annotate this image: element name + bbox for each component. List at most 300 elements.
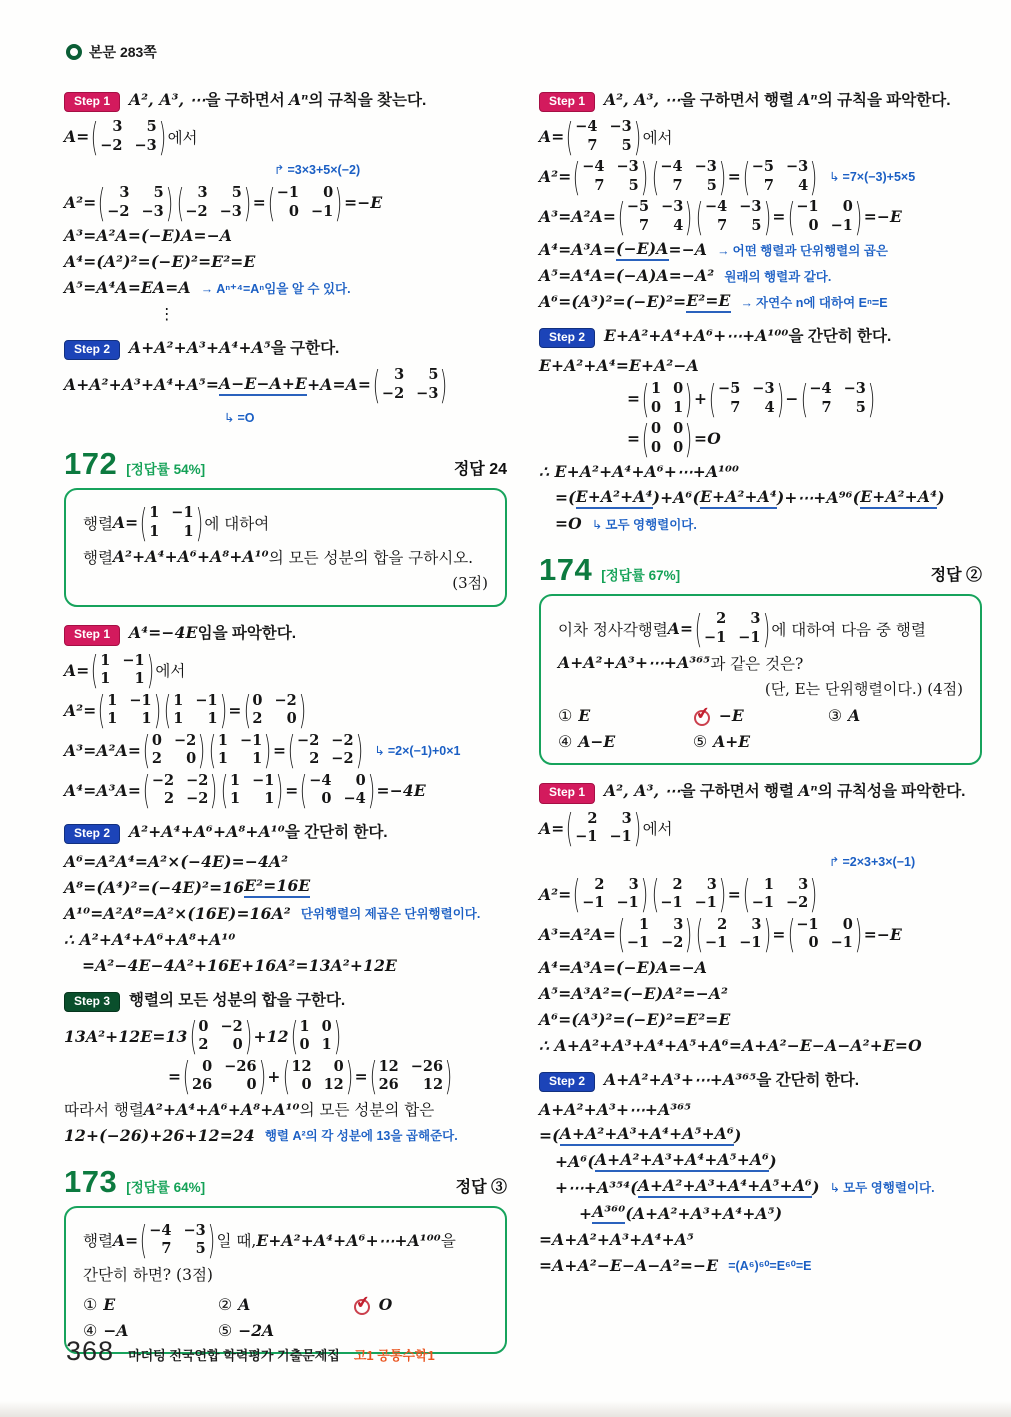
matrix: [617, 912, 693, 957]
right-column: [539, 78, 982, 1279]
math-line: [64, 849, 507, 874]
annotation-arrow-icon: ↳: [829, 1181, 841, 1196]
matrix-cell: 0: [323, 184, 334, 202]
matrix-paren-close: ): [684, 416, 693, 461]
annotation-arrow-icon: →: [200, 281, 214, 296]
annotation-arrow-icon: ↳: [374, 743, 385, 758]
matrix-grid: [573, 810, 634, 847]
matrix-paren-open: (: [617, 912, 626, 957]
choice-item: [353, 1295, 488, 1314]
problem-box: [539, 594, 982, 765]
math-line: [539, 872, 982, 917]
math-run: 13A²+12E=13: [64, 1026, 188, 1046]
annotation: =(A⁶)⁶⁰=E⁶⁰=E: [728, 1258, 812, 1273]
math-run: A⁶=A²A⁴=A²×(−4E)=−4A²: [64, 851, 289, 871]
matrix-grid: [228, 772, 276, 809]
matrix-grid: [150, 732, 198, 769]
matrix-cell: −1: [738, 628, 761, 646]
matrix-paren-close: ): [640, 154, 648, 199]
math-run: A²=: [539, 167, 572, 187]
choice-number: ④: [83, 1320, 98, 1340]
choice-item: [218, 1295, 353, 1314]
math-run: A+A²+A³+⋯+A³⁶⁵: [604, 1069, 757, 1089]
matrix-grid: [98, 652, 146, 689]
step-badge: Step 3: [64, 992, 120, 1012]
matrix-paren-open: (: [641, 376, 650, 421]
matrix-cell: −1: [129, 691, 152, 709]
matrix: [164, 688, 227, 733]
text-run: 의 규칙을 파악한다.: [817, 92, 951, 109]
math-run: A², A³, ⋯: [604, 781, 681, 801]
text-run: 간단히 하면? (3점): [83, 1266, 213, 1285]
math-run: ): [733, 1125, 742, 1145]
matrix-cell: 4: [673, 216, 684, 234]
math-run: A+A²+A³+⋯+A³⁶⁵: [558, 653, 711, 673]
problem-number: 172: [64, 446, 118, 482]
matrix-paren-open: (: [617, 194, 626, 239]
matrix-cell: −2: [100, 136, 123, 154]
matrix-cell: 1: [183, 522, 194, 540]
matrix: [742, 154, 818, 199]
step-header: [64, 336, 507, 360]
problem-note: (단, E는 단위행렬이다.) (4점): [764, 680, 963, 699]
matrix-cell: −4: [343, 790, 366, 808]
math-run: +: [694, 389, 708, 409]
matrix: [91, 114, 166, 159]
matrix-paren-open: (: [695, 912, 704, 957]
math-line: [168, 1054, 507, 1099]
matrix-cell: 0: [673, 438, 684, 456]
math-run: =O: [555, 514, 582, 534]
math-run: 12+(−26)+26+12=24: [64, 1125, 255, 1145]
problem-text-line: [558, 649, 963, 676]
matrix-cell: 5: [428, 366, 439, 384]
matrix-cell: 1: [173, 710, 184, 728]
matrix-cell: −4: [705, 198, 728, 216]
math-run: A⁴=A³A=(−E)A=−A: [539, 957, 708, 977]
matrix-cell: 1: [651, 380, 662, 398]
matrix-cell: 2: [164, 790, 175, 808]
matrix: [651, 154, 727, 199]
matrix-cell: −1: [705, 934, 728, 952]
matrix-paren-close: ): [243, 180, 252, 225]
matrix-cell: 0: [321, 1017, 332, 1035]
matrix-paren-close: ): [685, 912, 693, 957]
matrix-cell: −3: [609, 118, 632, 136]
math-run: ): [937, 488, 945, 508]
matrix-cell: 3: [673, 915, 684, 933]
matrix-paren-close: ): [165, 180, 173, 225]
matrix: [787, 194, 862, 239]
matrix-paren-close: ): [258, 1054, 266, 1099]
math-line: [539, 1253, 982, 1278]
matrix-cell: −5: [751, 158, 774, 176]
matrix-paren-open: (: [573, 872, 581, 917]
matrix-grid: [190, 1058, 259, 1095]
matrix-cell: 1: [107, 691, 118, 709]
math-run: A⁶=(A³)²=(−E)²=: [539, 292, 687, 312]
matrix-cell: 7: [587, 136, 598, 154]
problem-box: [64, 488, 507, 607]
step-header: [539, 88, 982, 112]
text-run: 행렬: [83, 548, 113, 567]
matrix-paren-open: (: [369, 1054, 377, 1099]
annotation: ↳ =O: [224, 411, 255, 426]
matrix: [243, 688, 306, 733]
matrix-cell: 1: [207, 710, 218, 728]
matrix-paren-open: (: [742, 154, 751, 199]
choice-text: A−E: [578, 732, 616, 752]
matrix: [573, 154, 648, 199]
matrix-cell: −4: [149, 1221, 172, 1239]
matrix-cell: 0: [186, 750, 197, 768]
text-run: 행렬: [83, 1232, 113, 1251]
matrix-paren-close: ): [333, 1014, 341, 1059]
matrix-grid: [196, 1018, 244, 1055]
matrix-cell: −1: [239, 731, 263, 749]
step-title: [129, 621, 296, 643]
text-run: 의 모든 성분의 합을 구하시오.: [268, 548, 474, 567]
matrix-cell: 2: [716, 610, 727, 628]
matrix-cell: 5: [153, 184, 164, 202]
matrix-cell: 26: [378, 1076, 399, 1094]
matrix-cell: −4: [309, 771, 332, 789]
step-title: [604, 324, 891, 346]
matrix-cell: −1: [310, 202, 334, 220]
step-header: [64, 820, 507, 844]
math-run: =−E: [863, 207, 903, 227]
matrix-grid: [649, 380, 685, 417]
problem-header: [64, 1164, 507, 1200]
matrix-cell: −3: [183, 1221, 206, 1239]
matrix-paren-open: (: [98, 688, 106, 733]
matrix-paren-close: ): [685, 194, 693, 239]
text-run: 에 대하여 다음 중 행렬: [771, 620, 926, 639]
math-run: A³=A²A=(−E)A=−A: [64, 226, 233, 246]
problem-header: [64, 446, 507, 482]
matrix-cell: 2: [672, 875, 683, 893]
math-run: ): [812, 1177, 820, 1197]
matrix-paren-close: ): [355, 728, 363, 773]
matrix-paren-open: (: [142, 768, 151, 813]
choice-text: O: [378, 1294, 393, 1314]
matrix-paren-open: (: [708, 376, 717, 421]
answer-rate: [정답률 64%]: [126, 1179, 206, 1195]
step-title: [604, 779, 965, 801]
left-column: [64, 78, 507, 1368]
underlined-math: (−E)A: [616, 239, 669, 261]
math-run: +⋯+A³⁵⁴(: [555, 1177, 638, 1197]
matrix-paren-close: ): [640, 872, 648, 917]
step-badge: Step 2: [64, 824, 120, 844]
matrix-paren-close: ): [633, 806, 641, 851]
math-line: [539, 1227, 982, 1252]
math-run: A=: [539, 818, 565, 838]
step-header: [64, 88, 507, 112]
matrix-paren-close: ): [334, 180, 343, 225]
matrix: [641, 376, 693, 421]
matrix: [800, 376, 876, 421]
text-run: 과 같은 것은?: [710, 654, 804, 673]
math-line: [64, 223, 507, 248]
matrix-paren-close: ): [718, 154, 727, 199]
answer-label: 정답 ③: [455, 1178, 507, 1196]
matrix: [142, 728, 206, 773]
matrix-paren-close: ): [762, 606, 770, 651]
math-run: A⁸=(A⁴)²=(−4E)²=16: [64, 877, 245, 897]
matrix-cell: −26: [224, 1057, 257, 1075]
matrix-grid: [377, 1058, 446, 1095]
matrix-cell: 0: [288, 202, 299, 220]
matrix: [695, 912, 771, 957]
math-run: =: [627, 429, 641, 449]
math-line: [539, 154, 982, 199]
matrix-cell: −1: [616, 894, 639, 912]
underlined-math: A+A²+A³+A⁴+A⁵+A⁶: [595, 1150, 769, 1172]
matrix-cell: 1: [134, 670, 145, 688]
matrix-cell: −1: [830, 216, 853, 234]
matrix-paren-open: (: [651, 872, 659, 917]
text-run: 에서: [155, 662, 186, 681]
text-run: 의 규칙을 찾는다.: [308, 92, 427, 109]
matrix-cell: −2: [274, 691, 297, 709]
math-line: [579, 1201, 982, 1226]
page-reference: [66, 42, 157, 62]
math-run: A³=A²A=: [539, 207, 617, 227]
math-line: [555, 485, 982, 510]
underlined-math: A³⁶⁰: [592, 1202, 625, 1224]
matrix-cell: −2: [220, 1017, 243, 1035]
matrix-cell: −1: [582, 894, 605, 912]
matrix-paren-open: (: [140, 1218, 148, 1263]
matrix-cell: −1: [171, 504, 194, 522]
math-run: =: [273, 740, 287, 760]
math-run: A¹⁰=A²A⁸=A²×(16E)=16A²: [64, 903, 291, 923]
choice-number: ②: [217, 1294, 233, 1314]
matrix-cell: −2: [661, 934, 684, 952]
matrix-cell: −1: [122, 651, 145, 669]
math-run: +: [267, 1066, 281, 1086]
page-reference-label: 본문 283쪽: [89, 44, 157, 60]
matrix-paren-close: ): [854, 194, 862, 239]
math-line: [64, 648, 507, 693]
math-line: [64, 1097, 507, 1122]
matrix-cell: −1: [276, 184, 299, 202]
math-run: =: [772, 207, 786, 227]
matrix-cell: −2: [185, 202, 208, 220]
annotation-arrow-icon: ↳: [224, 411, 235, 426]
matrix-grid: [703, 198, 764, 235]
matrix: [708, 376, 784, 421]
matrix-grid: [147, 1222, 208, 1259]
choice-number: ⑤: [692, 732, 708, 752]
matrix-cell: 7: [730, 398, 741, 416]
matrix: [208, 728, 272, 773]
underlined-math: A+A²+A³+A⁴+A⁵+A⁶: [638, 1176, 812, 1198]
matrix-grid: [625, 916, 686, 953]
underlined-math: E²=E: [686, 291, 730, 313]
matrix-cell: 12: [378, 1057, 399, 1075]
math-run: A+A²+A³+A⁴+A⁵=: [64, 375, 220, 395]
matrix-grid: [794, 198, 855, 235]
math-line: [64, 114, 507, 159]
math-run: A⁵=A⁴A=(−A)A=−A²: [539, 266, 715, 286]
matrix: [176, 180, 252, 225]
matrix-cell: 0: [808, 216, 819, 234]
text-run: 에서: [642, 128, 673, 147]
matrix: [566, 806, 641, 851]
matrix-cell: −2: [297, 731, 320, 749]
matrix-grid: [183, 184, 244, 221]
step-badge: Step 2: [539, 328, 595, 348]
matrix: [742, 872, 818, 917]
check-icon: [353, 1295, 374, 1314]
matrix-cell: 3: [706, 875, 717, 893]
math-run: =−4E: [376, 780, 426, 800]
math-run: A⁵=A⁴A=EA=A: [64, 278, 191, 298]
math-line: [539, 263, 982, 288]
choice-item: [558, 732, 693, 751]
choice-text: −A: [103, 1320, 129, 1340]
matrix-paren-open: (: [142, 728, 151, 773]
matrix-paren-open: (: [182, 1054, 191, 1099]
choice-item: [83, 1295, 218, 1314]
problem-text-line: [558, 606, 963, 651]
math-run: =−E: [344, 193, 383, 213]
math-line: [539, 981, 982, 1006]
choices-row: [558, 732, 963, 751]
text-run: 을 구하면서 행렬: [680, 783, 799, 801]
math-line: [64, 901, 507, 926]
matrix-paren-close: ): [207, 1218, 215, 1263]
matrix-cell: 7: [161, 1240, 172, 1258]
matrix-cell: −2: [107, 202, 130, 220]
math-run: A=: [539, 127, 565, 147]
matrix-cell: −1: [609, 828, 632, 846]
problem-number: 173: [64, 1163, 118, 1199]
matrix: [140, 500, 203, 545]
math-line: [159, 301, 507, 326]
matrix-cell: 1: [264, 790, 275, 808]
annotation-arrow-icon: ↳: [591, 517, 603, 532]
math-run: (A+A²+A³+A⁴+A⁵): [625, 1203, 783, 1223]
choice-number: ①: [558, 706, 573, 726]
matrix-paren-close: ): [153, 688, 161, 733]
math-run: A⁵=A³A²=(−E)A²=−A²: [539, 983, 729, 1003]
matrix-cell: −4: [660, 158, 683, 176]
math-run: )+⋯+A⁹⁶(: [776, 488, 861, 508]
problem-note: (3점): [452, 574, 488, 593]
math-line: [627, 376, 982, 421]
matrix-cell: 12: [422, 1076, 444, 1094]
matrix-paren-close: ): [345, 1054, 353, 1099]
text-run: 일 때,: [216, 1232, 257, 1251]
annotation-arrow-icon: ↳: [829, 170, 840, 185]
math-run: E+A²+A⁴+A⁶+⋯+A¹⁰⁰: [604, 326, 789, 346]
choice-text: E: [103, 1294, 116, 1314]
matrix-cell: 3: [112, 118, 123, 136]
matrix-paren-close: ): [298, 688, 306, 733]
matrix-cell: 1: [149, 504, 160, 522]
matrix-paren-open: (: [651, 154, 659, 199]
choice-text: A: [848, 706, 861, 726]
matrix-cell: 0: [355, 771, 366, 789]
math-line: [64, 180, 507, 225]
matrix-paren-open: (: [189, 1014, 197, 1059]
problem-box: [64, 1206, 507, 1354]
text-run: 의 규칙성을 파악한다.: [817, 783, 966, 801]
step-badge: Step 2: [539, 1072, 595, 1092]
matrix-paren-open: (: [287, 728, 296, 773]
matrix: [290, 1014, 341, 1059]
matrix-paren-close: ): [440, 362, 448, 407]
annotation: ↳ =7×(−3)+5×5: [829, 170, 916, 185]
matrix-cell: −1: [751, 894, 774, 912]
math-run: )+A⁶(: [652, 488, 701, 508]
matrix-cell: 2: [252, 710, 263, 728]
math-run: A+A²+A³+A⁴+A⁵: [129, 338, 271, 358]
matrix-paren-open: (: [164, 688, 172, 733]
matrix-cell: 1: [100, 670, 111, 688]
matrix-cell: −2: [331, 731, 354, 749]
matrix: [282, 1054, 353, 1099]
matrix-cell: −1: [704, 628, 727, 646]
step-header: [539, 779, 982, 803]
matrix-cell: 3: [750, 610, 761, 628]
text-run: 을 구하면서: [205, 92, 290, 109]
answer-label: 정답 ②: [930, 567, 982, 585]
matrix-cell: 1: [673, 398, 684, 416]
matrix-cell: 1: [217, 750, 228, 768]
text-run: ⋮: [159, 304, 175, 323]
math-run: A³=A²A=: [539, 924, 617, 944]
matrix-paren-open: (: [98, 180, 106, 225]
math-line: [539, 1123, 982, 1148]
math-run: A³=A²A=: [64, 740, 142, 760]
matrix-cell: 3: [119, 184, 130, 202]
matrix: [91, 648, 154, 693]
matrix-cell: −2: [331, 750, 354, 768]
matrix-paren-open: (: [176, 180, 184, 225]
matrix-cell: 0: [673, 380, 684, 398]
matrix-cell: −4: [809, 380, 832, 398]
matrix-cell: 1: [149, 522, 160, 540]
matrix-cell: 1: [299, 1017, 310, 1035]
matrix-paren-close: ): [210, 768, 218, 813]
matrix-grid: [703, 916, 764, 953]
matrix-grid: [289, 1058, 345, 1095]
matrix-paren-close: ): [763, 194, 771, 239]
matrix-cell: −1: [830, 934, 853, 952]
matrix-grid: [702, 610, 763, 647]
problem-text-line: [83, 1218, 488, 1263]
matrix-cell: 0: [301, 1076, 312, 1094]
step-badge: Step 2: [64, 340, 120, 360]
math-line: [539, 289, 982, 314]
math-line: [627, 416, 982, 461]
matrix-grid: [307, 772, 368, 809]
matrix-paren-open: (: [282, 1054, 290, 1099]
matrix-cell: 12: [323, 1076, 344, 1094]
matrix: [267, 180, 343, 225]
math-run: =O: [694, 429, 721, 449]
math-line: [539, 955, 982, 980]
matrix-cell: 4: [798, 176, 809, 194]
text-run: 을 간단히 한다.: [284, 823, 388, 841]
math-run: A=: [112, 513, 139, 533]
matrix-cell: −3: [134, 136, 157, 154]
matrix-grid: [658, 876, 719, 913]
